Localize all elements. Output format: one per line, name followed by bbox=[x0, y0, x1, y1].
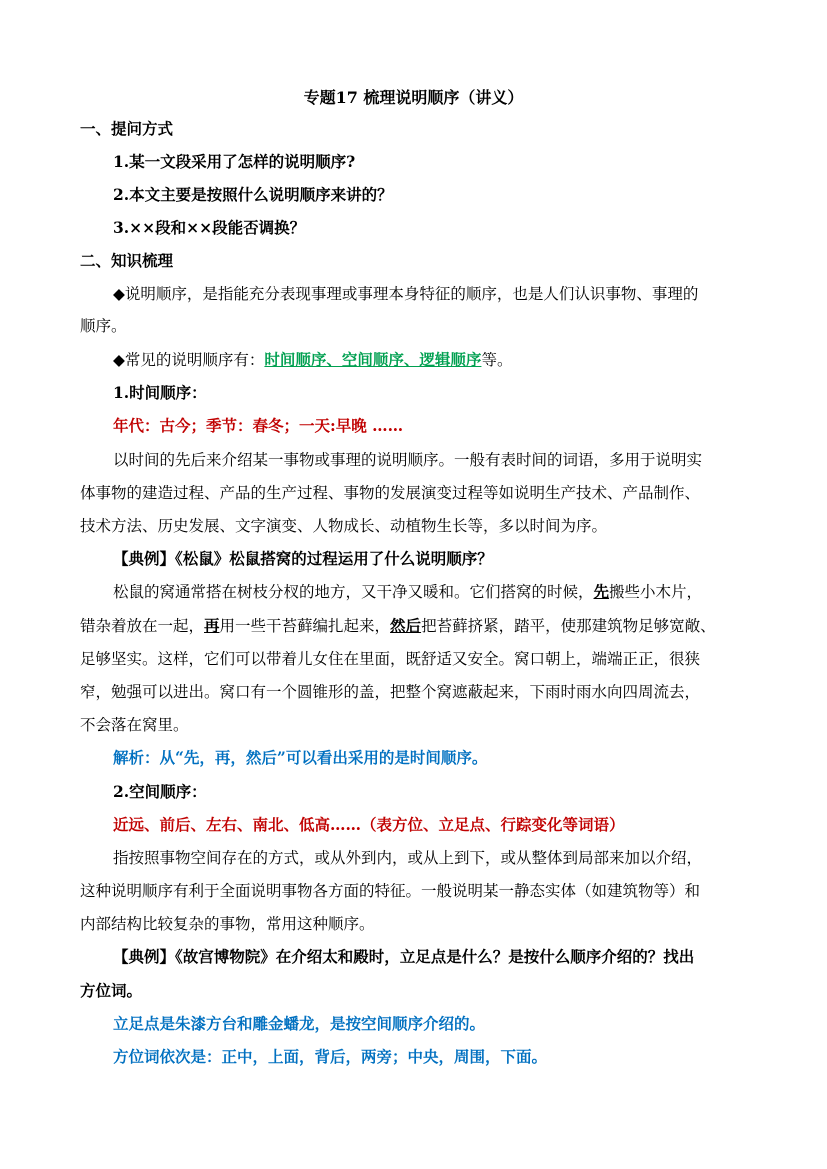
space-order-keywords: 近远、前后、左右、南北、低高……（表方位、立足点、行踪变化等词语） bbox=[113, 815, 625, 834]
space-order-desc-3: 内部结构比较复杂的事物，常用这种顺序。 bbox=[80, 915, 375, 933]
keyword-after: 然后 bbox=[390, 616, 422, 635]
common-orders-line bbox=[113, 349, 793, 371]
squirrel-passage-line-1 bbox=[113, 581, 793, 603]
time-order-desc-3: 技术方法、历史发展、文字演变、人物成长、动植物生长等，多以时间为序。 bbox=[80, 517, 608, 535]
page-title: 专题17 梳理说明顺序（讲义） bbox=[303, 88, 524, 107]
answer-standpoint: 立足点是朱漆方台和雕金蟠龙，是按空间顺序介绍的。 bbox=[113, 1014, 486, 1033]
time-order-keywords: 年代：古今；季节：春冬；一天:早晚 …… bbox=[113, 416, 404, 435]
squirrel-passage-line-2 bbox=[80, 615, 760, 637]
section-heading-knowledge: 二、知识梳理 bbox=[80, 251, 174, 270]
time-order-desc-1: 以时间的先后来介绍某一事物或事理的说明顺序。一般有表时间的词语，多用于说明实 bbox=[113, 451, 703, 469]
definition-line-2: 顺序。 bbox=[80, 317, 127, 335]
space-order-desc-1: 指按照事物空间存在的方式，或从外到内，或从上到下，或从整体到局部来加以介绍， bbox=[113, 849, 703, 867]
example-question-palace-2: 方位词。 bbox=[80, 981, 143, 1000]
question-item-2: 2.本文主要是按照什么说明顺序来讲的？ bbox=[113, 185, 393, 204]
passage-text: 搬些小木片， bbox=[609, 583, 703, 601]
example-question-palace-1: 【典例】《故宫博物院》在介绍太和殿时，立足点是什么？是按什么顺序介绍的？找出 bbox=[113, 947, 695, 966]
question-item-3: 3.××段和××段能否调换？ bbox=[113, 218, 306, 237]
passage-text: 松鼠的窝通常搭在树枝分杈的地方，又干净又暖和。它们搭窝的时候， bbox=[113, 583, 594, 601]
definition-line-1: ◆说明顺序，是指能充分表现事理或事理本身特征的顺序，也是人们认识事物、事理的 bbox=[113, 285, 699, 303]
space-order-desc-2: 这种说明顺序有利于全面说明事物各方面的特征。一般说明某一静态实体（如建筑物等）和 bbox=[80, 882, 701, 900]
squirrel-passage-line-5: 不会落在窝里。 bbox=[80, 716, 189, 734]
example-question-squirrel: 【典例】《松鼠》松鼠搭窝的过程运用了什么说明顺序？ bbox=[113, 549, 493, 568]
keyword-then: 再 bbox=[204, 616, 220, 635]
space-order-heading: 2.空间顺序： bbox=[113, 782, 207, 801]
analysis-time-order: 解析：从“先，再，然后”可以看出采用的是时间顺序。 bbox=[113, 748, 488, 767]
squirrel-passage-line-4: 窄，勉强可以进出。窝口有一个圆锥形的盖，把整个窝遮蔽起来，下雨时雨水向四周流去， bbox=[80, 683, 701, 701]
passage-text: 把苔藓挤紧，踏平，使那建筑物足够宽敞、 bbox=[421, 617, 716, 635]
common-orders-prefix: ◆常见的说明顺序有： bbox=[113, 351, 265, 369]
passage-text: 错杂着放在一起， bbox=[80, 617, 205, 635]
squirrel-passage-line-3: 足够坚实。这样，它们可以带着儿女住在里面，既舒适又安全。窝口朝上，端端正正，很狭 bbox=[80, 650, 701, 668]
answer-direction-words: 方位词依次是：正中，上面，背后，两旁；中央，周围，下面。 bbox=[113, 1047, 548, 1066]
keyword-first: 先 bbox=[593, 582, 610, 601]
passage-text: 用一些干苔藓编扎起来， bbox=[219, 617, 391, 635]
section-heading-questions: 一、提问方式 bbox=[80, 119, 174, 138]
common-orders-suffix: 等。 bbox=[481, 351, 513, 369]
time-order-desc-2: 体事物的建造过程、产品的生产过程、事物的发展演变过程等如说明生产技术、产品制作、 bbox=[80, 484, 701, 502]
time-order-heading: 1.时间顺序： bbox=[113, 383, 207, 402]
question-item-1: 1.某一文段采用了怎样的说明顺序? bbox=[113, 152, 356, 171]
common-orders-types: 时间顺序、空间顺序、逻辑顺序 bbox=[264, 350, 482, 369]
